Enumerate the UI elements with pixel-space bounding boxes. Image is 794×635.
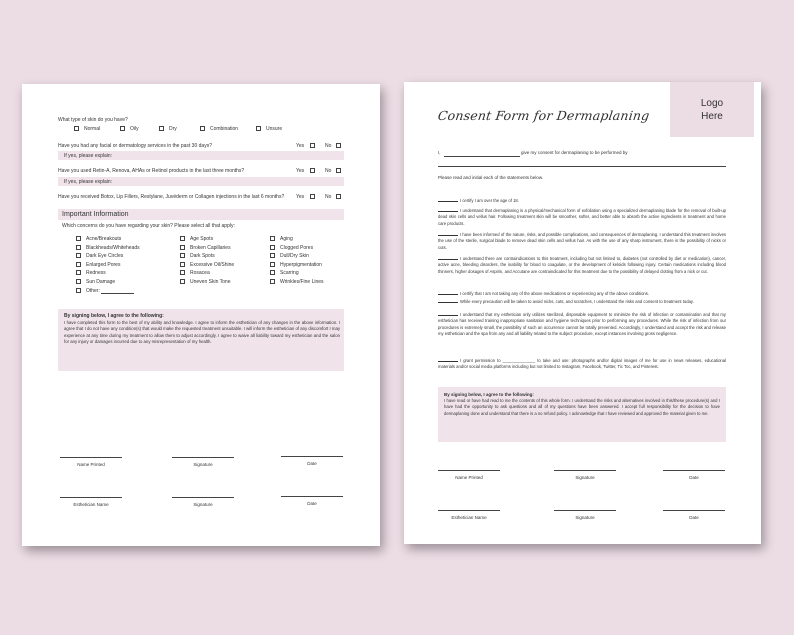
q2-yes-checkbox[interactable] [310, 168, 315, 173]
concern-label: Enlarged Pores [86, 261, 121, 268]
concern-checkbox[interactable] [180, 279, 185, 284]
statement-text: I understand there are contraindications to this treatment, including but not limited to, diabetes (not controlled by diet or medication), cancer, active acne, bleeding disorders, the inability for blood to coagulate, or the development of keloids following injury. Certain medications including blood thinners, higher dosages of Aspirin, and Accutane are contraindicated for this treatment due to the possibility of delayed clotting from a nick or cut. [438, 256, 726, 274]
logo-text: Logo [700, 97, 724, 109]
consent-statement [438, 358, 726, 371]
yes-label: Yes [296, 168, 305, 174]
concern-checkbox[interactable] [180, 262, 185, 267]
client-name-line[interactable] [444, 156, 520, 157]
q3-yes-checkbox[interactable] [310, 194, 315, 199]
concern-checkbox[interactable] [76, 262, 81, 267]
sig-label: Date [689, 515, 699, 520]
q1-no-checkbox[interactable] [336, 143, 341, 148]
if-yes-label: If yes, please explain: [64, 179, 113, 185]
yes-label: Yes [296, 143, 305, 149]
concern-checkbox[interactable] [270, 236, 275, 241]
concern-label: Dark Spots [190, 253, 215, 260]
initial-blank[interactable] [438, 291, 458, 295]
sig-label: Signature [575, 475, 595, 480]
date-line[interactable] [663, 470, 725, 471]
concern-checkbox[interactable] [270, 279, 275, 284]
concern-label: Hyperpigmentation [280, 261, 322, 268]
q2-no-checkbox[interactable] [336, 168, 341, 173]
sig-label: Signature [193, 462, 213, 467]
sig-label: Name Printed [77, 462, 105, 467]
consent-statement [438, 291, 726, 297]
concern-checkbox[interactable] [180, 253, 185, 258]
agree-text: I have completed this form to the best of my ability and knowledge. I agree to inform the esthetician of any changes in the above information. I agree that I do not have any condition(s) that would make the requested treatment unsuitable. I will inform the esthetician of any discomfort I may experience at any time during my treatment to allow them to adjust accordingly. I agree to waive all liability toward my esthetician and the salon for any injury or damages incurred due to any misrepresentation of my health. [64, 320, 340, 345]
initial-blank[interactable] [438, 299, 458, 303]
consent-statement [438, 232, 726, 251]
skin-type-unsure-checkbox[interactable] [256, 126, 261, 131]
sig-label: Signature [193, 502, 213, 507]
concern-label: Blackheads/Whiteheads [86, 244, 140, 251]
concern-label: Redness [86, 270, 106, 277]
name-printed-line[interactable] [60, 457, 122, 458]
concern-label: Wrinkles/Fine Lines [280, 279, 324, 285]
concern-label: Other: [86, 287, 100, 294]
concern-checkbox[interactable] [180, 270, 185, 275]
skin-type-label: Unsure [266, 126, 283, 132]
concern-checkbox[interactable] [180, 245, 185, 250]
signature-line[interactable] [554, 510, 616, 511]
initial-blank[interactable] [438, 208, 458, 212]
concern-label: Broken Capillaries [190, 244, 231, 251]
no-label: No [325, 143, 332, 149]
concern-checkbox[interactable] [270, 262, 275, 267]
concern-label: Sun Damage [86, 279, 116, 285]
name-printed-line[interactable] [438, 470, 500, 471]
statement-text: I have been informed of the nature, risks, and possible complications, and consequences of dermaplaning. I understand this treatment involves the use of the sterile, surgical blade to remove dead skin cells and vellus hair. As with the use of any sharp instrument, there is the possibility of nicks or cuts. [438, 232, 726, 250]
initial-blank[interactable] [438, 198, 458, 202]
sig-label: Date [307, 501, 317, 506]
concern-label: Excessive Oil/Shine [190, 261, 235, 268]
agree-text: I have read or have had read to me the contents of this whole form. I understand the risks and alternatives involved in this/these procedure(s) and I have had the opportunity to ask questions and all of my questions have been answered. I accept full responsibility for the decision to have dermaplaning done and understand that there is a no refund policy. I acknowledge that I have reviewed and approved the material given to me. [444, 398, 720, 416]
concern-label: Aging [280, 236, 293, 242]
skin-type-label: Combination [210, 126, 239, 132]
concern-label: Dark Eye Circles [86, 253, 124, 260]
concern-label: Age Spots [190, 236, 214, 242]
statement-text: I understand that dermaplaning is a physical/mechanical form of exfoliation using a specialized dermaplaning blade for the removal of built-up dead skin cells and vellus hair. Following treatment skin will be smoother, softer, and better able to absorb the active ingredients in treatment and home care products. [438, 208, 726, 226]
concerns-question: Which concerns do you have regarding your skin? Please select all that apply: [62, 223, 235, 229]
question-retinol: Have you used Retin-A, Renova, AHAs or Retinol products in the last three months? [58, 168, 245, 174]
concern-checkbox[interactable] [76, 279, 81, 284]
esthetician-name-line[interactable] [60, 497, 122, 498]
concern-checkbox[interactable] [76, 245, 81, 250]
skin-type-dry-checkbox[interactable] [159, 126, 164, 131]
date-line[interactable] [281, 496, 343, 497]
consent-statement [438, 198, 726, 204]
consent-statement [438, 208, 726, 227]
esthetician-name-line[interactable] [438, 510, 500, 511]
concern-label: Dull/Dry Skin [280, 253, 309, 260]
signature-line[interactable] [172, 457, 234, 458]
intake-form-page [22, 84, 380, 546]
concern-checkbox[interactable] [270, 253, 275, 258]
logo-placeholder [670, 82, 754, 137]
concern-checkbox[interactable] [270, 245, 275, 250]
concern-checkbox[interactable] [76, 288, 81, 293]
initial-blank[interactable] [438, 232, 458, 236]
if-yes-label: If yes, please explain: [64, 153, 113, 159]
sig-label: Signature [575, 515, 595, 520]
sig-label: Esthetician Name [451, 515, 487, 520]
no-label: No [325, 194, 332, 200]
skin-type-combination-checkbox[interactable] [200, 126, 205, 131]
sig-label: Name Printed [455, 475, 483, 480]
concern-checkbox[interactable] [76, 253, 81, 258]
statement-text: While every precaution will be taken to avoid nicks, cuts, and scratches, I understand the risks and consent to treatment today. [460, 299, 694, 304]
skin-type-label: Dry [169, 126, 177, 132]
agree-heading: By signing below, I agree to the following: [444, 392, 534, 397]
provider-name-line[interactable] [438, 166, 726, 167]
intro-text: give my consent for dermaplaning to be performed by [521, 150, 628, 155]
question-facial-services: Have you had any facial or dermatology services in the past 30 days? [58, 143, 212, 149]
read-initial-instruction: Please read and initial each of the statements below. [438, 175, 544, 180]
agree-heading: By signing below, I agree to the following: [64, 313, 164, 319]
concern-label: Acne/Breakouts [86, 236, 122, 242]
concern-checkbox[interactable] [180, 236, 185, 241]
concern-checkbox[interactable] [76, 236, 81, 241]
statement-text: I certify I am over the age of 18. [460, 198, 519, 203]
skin-type-normal-checkbox[interactable] [74, 126, 79, 131]
skin-type-label: Oily [130, 126, 139, 132]
statement-text: I grant permission to ______________ to take and use: photographs and/or digital images of me for use in news releases, educational materials and/or social media platforms including but not limited to Instagram, Facebook, Twitter, Tic Toc, and Pinterest. [438, 358, 726, 370]
no-label: No [325, 168, 332, 174]
signature-line[interactable] [554, 470, 616, 471]
important-heading: Important Information [62, 211, 129, 218]
consent-statement [438, 256, 726, 275]
sig-label: Date [307, 461, 317, 466]
concern-label: Uneven Skin Tone [190, 279, 231, 285]
initial-blank[interactable] [438, 358, 458, 362]
concern-label: Rosacea [190, 270, 210, 277]
concern-checkbox[interactable] [76, 270, 81, 275]
yes-label: Yes [296, 194, 305, 200]
q3-no-checkbox[interactable] [336, 194, 341, 199]
concern-label: Scarring [280, 270, 299, 277]
sig-label: Date [689, 475, 699, 480]
statement-text: I understand that my esthetician only utilizes sterilized, disposable equipment to minimize the risk of infection or contamination and that my esthetician has received training inappropriate sanitation and hygiene techniques prior to performing any procedures. While the risk of infection from our procedures is extremely small, the possibility of such an occurrence cannot be totally prevented. Accordingly, I understand and accept the risk and release my esthetician and the spa from any and all liability related to the subject procedure, except instances involving gross negligence. [438, 312, 726, 336]
concern-label: Clogged Pores [280, 244, 314, 251]
logo-text: Here [701, 110, 723, 122]
other-concern-line[interactable] [101, 293, 134, 294]
date-line[interactable] [281, 456, 343, 457]
consent-statement [438, 299, 726, 305]
skin-type-question: What type of skin do you have? [58, 117, 128, 123]
form-title: Consent Form for Dermaplaning [436, 108, 651, 123]
sig-label: Esthetician Name [73, 502, 109, 507]
q1-yes-checkbox[interactable] [310, 143, 315, 148]
intro-i: I, [438, 150, 441, 155]
question-injections: Have you received Botox, Lip Fillers, Restylane, Juvéderm or Collagen injections in the last 6 months? [58, 194, 285, 200]
consent-form-page [404, 82, 761, 544]
statement-text: I certify that I am not taking any of the above medications or experiencing any of the above conditions. [460, 291, 650, 296]
skin-type-oily-checkbox[interactable] [120, 126, 125, 131]
consent-statement [438, 312, 726, 337]
date-line[interactable] [663, 510, 725, 511]
initial-blank[interactable] [438, 312, 458, 316]
signature-line[interactable] [172, 497, 234, 498]
skin-type-label: Normal [84, 126, 101, 132]
concern-checkbox[interactable] [270, 270, 275, 275]
initial-blank[interactable] [438, 256, 458, 260]
